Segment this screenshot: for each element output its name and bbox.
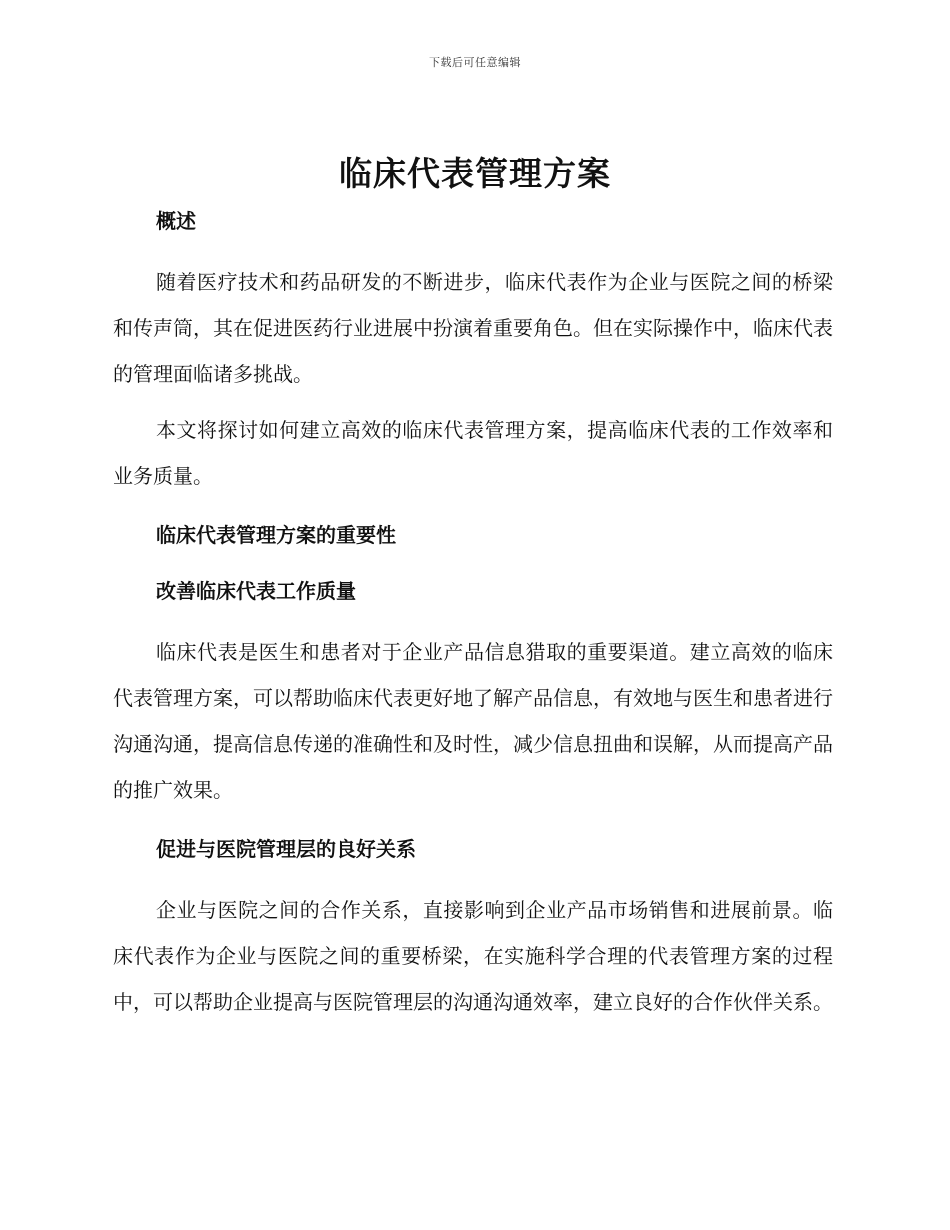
section-heading-improve-quality: 改善临床代表工作质量 — [156, 579, 356, 603]
section-heading-importance: 临床代表管理方案的重要性 — [156, 523, 396, 547]
section-heading-overview: 概述 — [156, 209, 196, 233]
document-body — [113, 203, 833, 1035]
section-heading-hospital-relations: 促进与医院管理层的良好关系 — [156, 837, 416, 861]
paragraph-overview-1: 随着医疗技术和药品研发的不断进步，临床代表作为企业与医院之间的桥梁和传声筒，其在促进医药行业进展中扮演着重要角色。但在实际操作中，临床代表的管理面临诸多挑战。 — [113, 270, 833, 386]
paragraph-improve-quality: 临床代表是医生和患者对于企业产品信息猎取的重要渠道。建立高效的临床代表管理方案，可以帮助临床代表更好地了解产品信息，有效地与医生和患者进行沟通沟通，提高信息传递的准确性和及时性，减少信息扭曲和误解，从而提高产品的推广效果。 — [113, 640, 833, 802]
document-title: 临床代表管理方案 — [339, 154, 611, 193]
header-note: 下载后可任意编辑 — [429, 56, 521, 69]
paragraph-hospital-relations: 企业与医院之间的合作关系，直接影响到企业产品市场销售和进展前景。临床代表作为企业与医院之间的重要桥梁，在实施科学合理的代表管理方案的过程中，可以帮助企业提高与医院管理层的沟通沟通效率，建立良好的合作伙伴关系。 — [113, 898, 833, 1014]
paragraph-overview-2: 本文将探讨如何建立高效的临床代表管理方案，提高临床代表的工作效率和业务质量。 — [113, 418, 833, 488]
